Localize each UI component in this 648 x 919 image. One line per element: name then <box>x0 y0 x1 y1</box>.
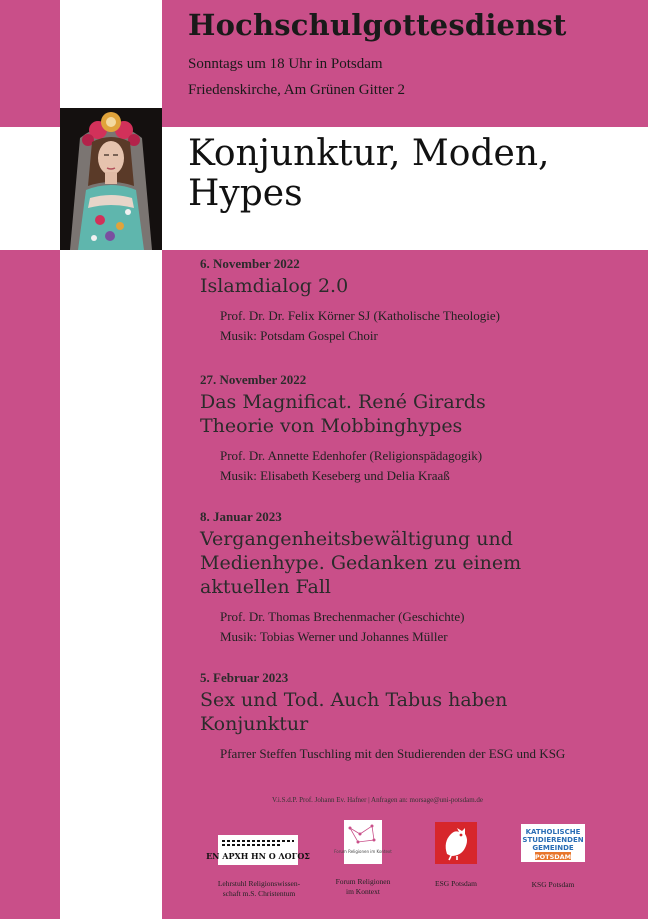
event-1 <box>200 256 630 346</box>
ksg-text-logo-art <box>521 824 585 862</box>
event-date: 6. November 2022 <box>200 256 300 271</box>
svg-text:Forum Religionen im Kontext: Forum Religionen im Kontext <box>334 849 392 854</box>
theme-title-line1: Konjunktur, Moden, <box>188 133 550 174</box>
theme-title-line2: Hypes <box>188 173 303 214</box>
event-speaker: Prof. Dr. Annette Edenhofer (Religionspädagogik) <box>220 448 483 463</box>
svg-text:POTSDAM: POTSDAM <box>534 853 572 861</box>
constellation-logo-art <box>334 820 392 864</box>
imprint: V.i.S.d.P. Prof. Johann Ev. Hafner | Anfragen an: morsage@uni-potsdam.de <box>272 796 484 804</box>
svg-text:EN ΑΡΧΗ ΗΝ Ο ΛΟΓΟΣ: EN ΑΡΧΗ ΗΝ Ο ΛΟΓΟΣ <box>206 851 310 861</box>
fashion-model-photo <box>60 108 162 250</box>
svg-text:STUDIERENDEN: STUDIERENDEN <box>522 836 584 844</box>
event-title: Islamdialog 2.0 <box>200 275 349 297</box>
ksg-text-logo <box>521 824 585 862</box>
logo-caption-religionswissenschaft: Lehrstuhl Religionswissen- schaft m.S. Christentum <box>217 879 301 898</box>
event-speaker: Prof. Dr. Thomas Brechenmacher (Geschichte) <box>220 609 465 624</box>
event-speaker: Pfarrer Steffen Tuschling mit den Studierenden der ESG und KSG <box>220 746 566 761</box>
red-rooster-logo <box>435 822 477 864</box>
event-3 <box>200 509 630 647</box>
event-date: 8. Januar 2023 <box>200 509 282 524</box>
event-date: 5. Februar 2023 <box>200 670 289 685</box>
event-music: Musik: Potsdam Gospel Choir <box>220 328 378 343</box>
event-title: Das Magnificat. René Girards Theorie von Mobbinghypes <box>200 391 486 437</box>
header-location: Friedenskirche, Am Grünen Gitter 2 <box>188 82 406 98</box>
svg-text:KATHOLISCHE: KATHOLISCHE <box>525 828 581 836</box>
event-2 <box>200 372 630 486</box>
greek-script-logo <box>206 835 310 865</box>
event-4 <box>200 670 630 764</box>
red-rooster-logo-art <box>435 822 477 864</box>
svg-text:GEMEINDE: GEMEINDE <box>532 844 574 852</box>
event-speaker: Prof. Dr. Dr. Felix Körner SJ (Katholische Theologie) <box>220 308 500 323</box>
theme-title <box>188 134 628 214</box>
greek-script-logo-art <box>206 835 310 865</box>
logo-caption-forum: Forum Religionen im Kontext <box>335 877 391 896</box>
logo-caption-ksg: KSG Potsdam <box>531 880 575 889</box>
constellation-logo <box>334 820 392 864</box>
event-title: Sex und Tod. Auch Tabus haben Konjunktur <box>200 689 508 735</box>
header-title: Hochschulgottesdienst <box>188 8 567 42</box>
event-music: Musik: Tobias Werner und Johannes Müller <box>220 629 448 644</box>
header-schedule: Sonntags um 18 Uhr in Potsdam <box>188 56 383 72</box>
event-title: Vergangenheitsbewältigung und Medienhype. Gedanken zu einem aktuellen Fall <box>200 528 522 598</box>
event-music: Musik: Elisabeth Keseberg und Delia Kraaß <box>220 468 450 483</box>
event-date: 27. November 2022 <box>200 372 307 387</box>
logo-caption-esg: ESG Potsdam <box>435 879 477 888</box>
